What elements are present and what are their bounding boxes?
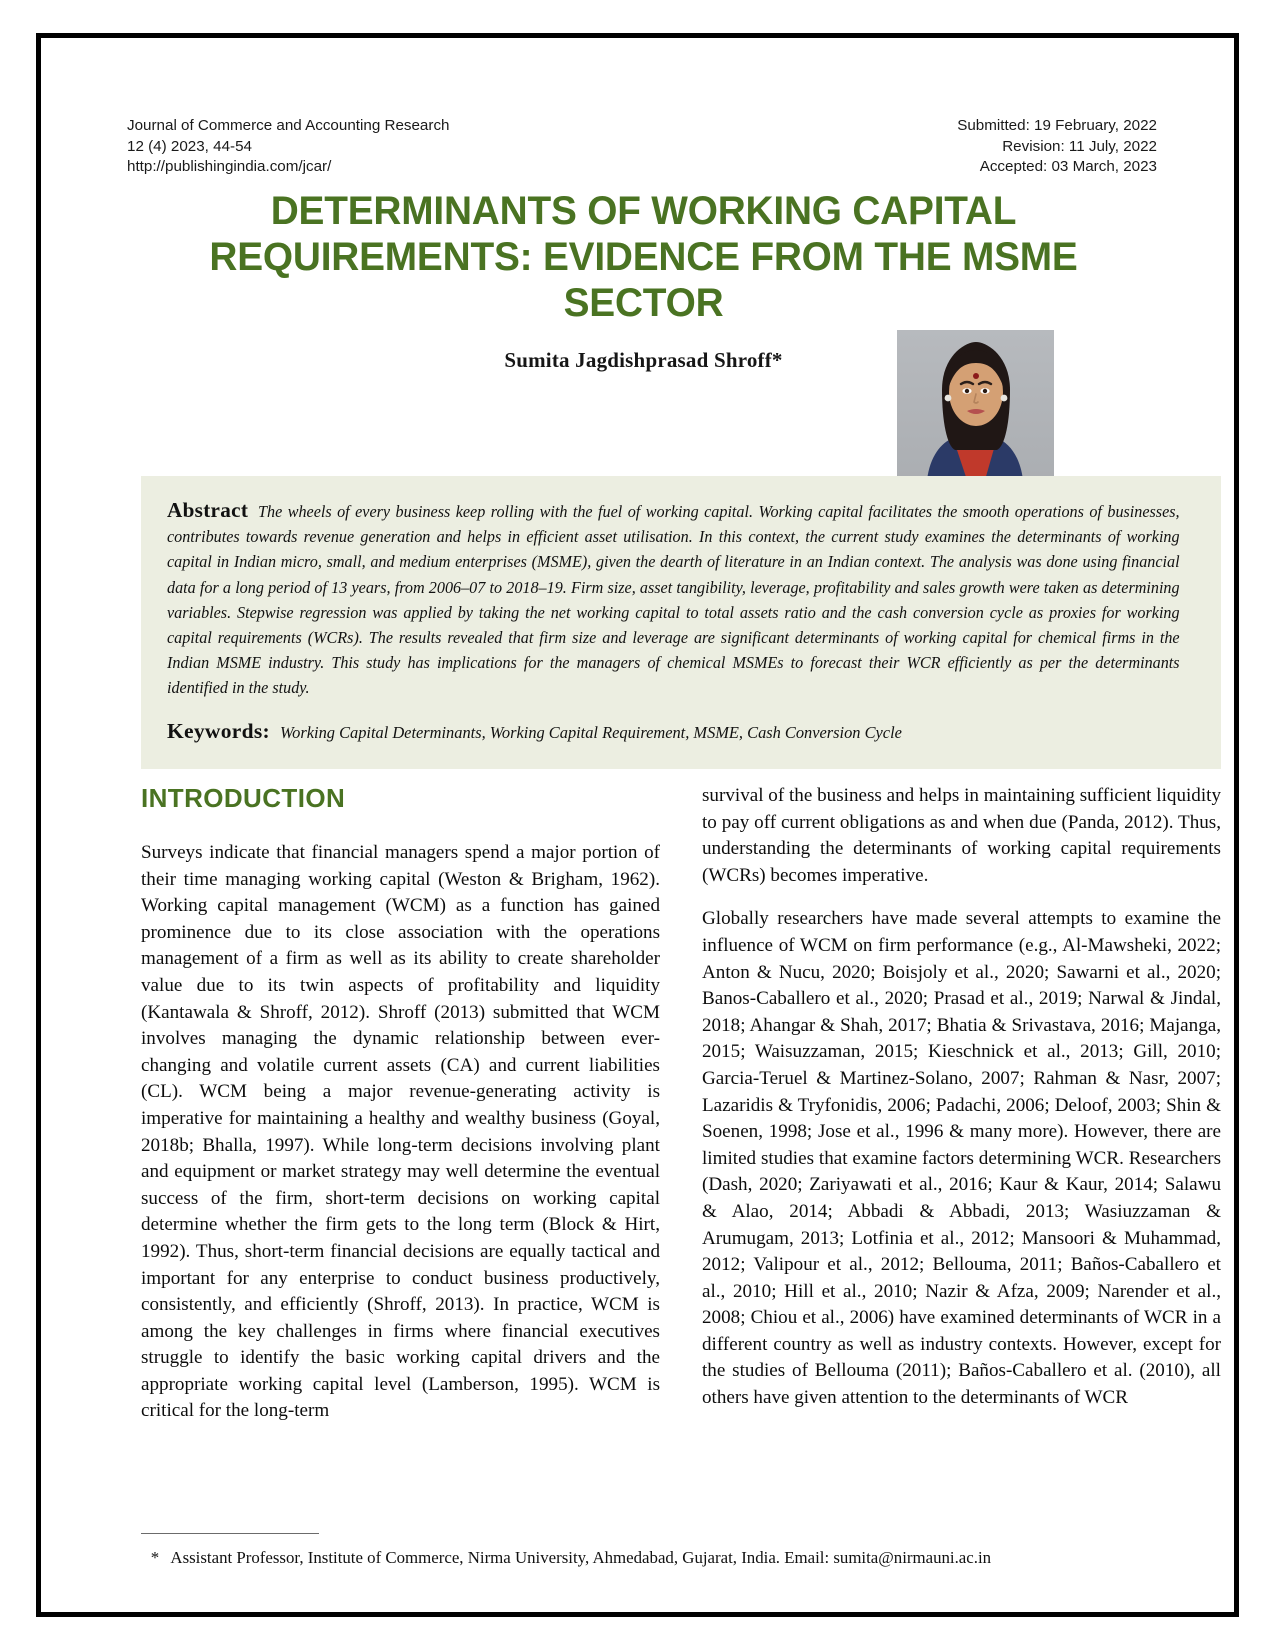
author-name: Sumita Jagdishprasad Shroff* [504, 348, 783, 372]
paragraph: Surveys indicate that financial managers spend a major portion of their time managing working capital (Weston & Brigham, 1962). Working capital management (WCM) as a function has gained prominence due to its close association with the operations management of a firm as well as its ability to create shareholder value due to its twin aspects of profitability and liquidity (Kantawala & Shroff, 2012). Shroff (2013) submitted that WCM involves managing the dynamic relationship between ever-changing and volatile current assets (CA) and current liabilities (CL). WCM being a major revenue-generating activity is imperative for maintaining a healthy and wealthy business (Goyal, 2018b; Bhalla, 1997). While long-term decisions involving plant and equipment or market strategy may well determine the eventual success of the firm, short-term decisions on working capital determine whether the firm gets to the long term (Block & Hirt, 1992). Thus, short-term financial decisions are equally tactical and important for any enterprise to conduct business productively, consistently, and efficiently (Shroff, 2013). In practice, WCM is among the key challenges in firms where financial executives struggle to identify the basic working capital drivers and the appropriate working capital level (Lamberson, 1995). WCM is critical for the long-term [141, 842, 660, 1422]
revision-date: Revision: 11 July, 2022 [1002, 137, 1157, 155]
section-heading-introduction: INTRODUCTION [141, 783, 346, 813]
abstract-paragraph [167, 498, 1180, 701]
abstract-text: The wheels of every business keep rolling with the fuel of working capital. Working capital facilitates the smooth operations of businesses, contributes towards revenue generation and helps in efficient asset utilisation. In this context, the current study examines the determinants of working capital in Indian micro, small, and medium enterprises (MSME), given the dearth of literature in an Indian context. The analysis was done using financial data for a long period of 13 years, from 2006–07 to 2018–19. Firm size, asset tangibility, leverage, profitability and sales growth were taken as determining variables. Stepwise regression was applied by taking the net working capital to total assets ratio and the cash conversion cycle as proxies for working capital requirements (WCRs). The results revealed that firm size and leverage are significant determinants of working capital for chemical firms in the Indian MSME industry. This study has implications for the managers of chemical MSMEs to forecast their WCR efficiently as per the determinants identified in the study. [167, 502, 1180, 698]
author-portrait-image [897, 330, 1054, 480]
right-column [702, 783, 1221, 1463]
footnote-marker: * [150, 1548, 160, 1567]
abstract-box [141, 476, 1221, 769]
submitted-date: Submitted: 19 February, 2022 [957, 117, 1157, 134]
footnote-affiliation: Assistant Professor, Institute of Commerce, Nirma University, Ahmedabad, Gujarat, India. Email: sumita@nirmauni.ac.in [170, 1548, 992, 1567]
page-title: DETERMINANTS OF WORKING CAPITAL REQUIREMENTS: EVIDENCE FROM THE MSME SECTOR [209, 189, 1078, 325]
footnote-text [141, 1546, 1199, 1569]
journal-url[interactable]: http://publishingindia.com/jcar/ [127, 158, 332, 175]
journal-info [127, 116, 449, 178]
body-columns [141, 783, 1221, 1463]
page-content [91, 58, 1221, 1598]
author-photo [897, 330, 1054, 480]
page-border-frame [36, 33, 1239, 1617]
keywords-label: Keywords: [167, 718, 271, 743]
submission-dates [957, 116, 1157, 178]
footnote-divider [141, 1533, 319, 1534]
left-column [141, 783, 660, 1463]
keywords-text: Working Capital Determinants, Working Capital Requirement, MSME, Cash Conversion Cycle [280, 722, 902, 742]
footnote [141, 1533, 1221, 1569]
journal-name: Journal of Commerce and Accounting Research [127, 117, 450, 134]
paragraph: Globally researchers have made several attempts to examine the influence of WCM on firm performance (e.g., Al-Mawsheki, 2022; Anton & Nucu, 2020; Boisjoly et al., 2020; Sawarni et al., 2020; Banos-Caballero et al., 2020; Prasad et al., 2019; Narwal & Jindal, 2018; Ahangar & Shah, 2017; Bhatia & Srivastava, 2016; Majanga, 2015; Waisuzzaman, 2015; Kieschnick et al., 2013; Gill, 2010; Garcia-Teruel & Martinez-Solano, 2007; Rahman & Nasr, 2007; Lazaridis & Tryfonidis, 2006; Padachi, 2006; Deloof, 2003; Shin & Soenen, 1998; Jose et al., 1996 & many more). However, there are limited studies that examine factors determining WCR. Researchers (Dash, 2020; Zariyawati et al., 2016; Kaur & Kaur, 2014; Salawu & Alao, 2014; Abbadi & Abbadi, 2013; Wasiuzzaman & Arumugam, 2013; Lotfinia et al., 2012; Mansoori & Muhammad, 2012; Valipour et al., 2012; Bellouma, 2011; Baños-Caballero et al., 2010; Hill et al., 2010; Nazir & Afza, 2009; Narender et al., 2008; Chiou et al., 2006) have examined determinants of WCR in a different country as well as industry contexts. However, except for the studies of Bellouma (2011); Baños-Caballero et al. (2010), all others have given attention to the determinants of WCR [702, 908, 1221, 1409]
masthead [127, 116, 1157, 178]
paragraph: survival of the business and helps in maintaining sufficient liquidity to pay off current obligations as and when due (Panda, 2012). Thus, understanding the determinants of working capital requirements (WCRs) becomes imperative. [702, 785, 1221, 886]
journal-issue: 12 (4) 2023, 44-54 [127, 137, 252, 155]
accepted-date: Accepted: 03 March, 2023 [979, 158, 1157, 175]
abstract-label: Abstract [167, 498, 249, 522]
keywords-row [167, 719, 1195, 745]
